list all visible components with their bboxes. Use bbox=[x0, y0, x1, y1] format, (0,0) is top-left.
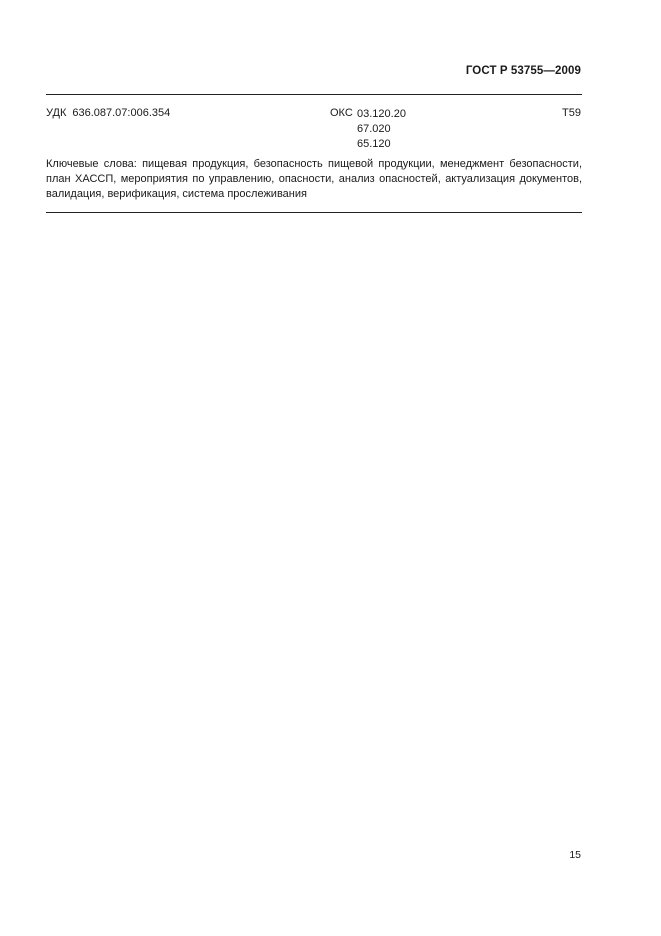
t-classification-code: Т59 bbox=[562, 107, 581, 119]
keywords-paragraph: Ключевые слова: пищевая продукция, безопасность пищевой продукции, менеджмент безопасности, план ХАССП, мероприятия по управлению, опасности, анализ опасностей, актуализация документов, валидация, верификация, система прослеживания bbox=[46, 158, 582, 200]
udk-classification bbox=[46, 107, 170, 119]
oks-label: ОКС bbox=[330, 107, 353, 119]
udk-value: 636.087.07:006.354 bbox=[72, 107, 171, 119]
top-divider bbox=[46, 94, 582, 95]
standard-designation: ГОСТ Р 53755—2009 bbox=[465, 65, 581, 77]
page-number: 15 bbox=[569, 849, 581, 861]
oks-classification bbox=[330, 107, 406, 152]
udk-label: УДК bbox=[46, 107, 67, 119]
bottom-divider bbox=[46, 212, 582, 213]
oks-code: 03.120.20 bbox=[357, 108, 406, 120]
oks-codes bbox=[357, 107, 406, 152]
oks-code: 67.020 bbox=[357, 123, 391, 135]
oks-code: 65.120 bbox=[357, 138, 391, 150]
